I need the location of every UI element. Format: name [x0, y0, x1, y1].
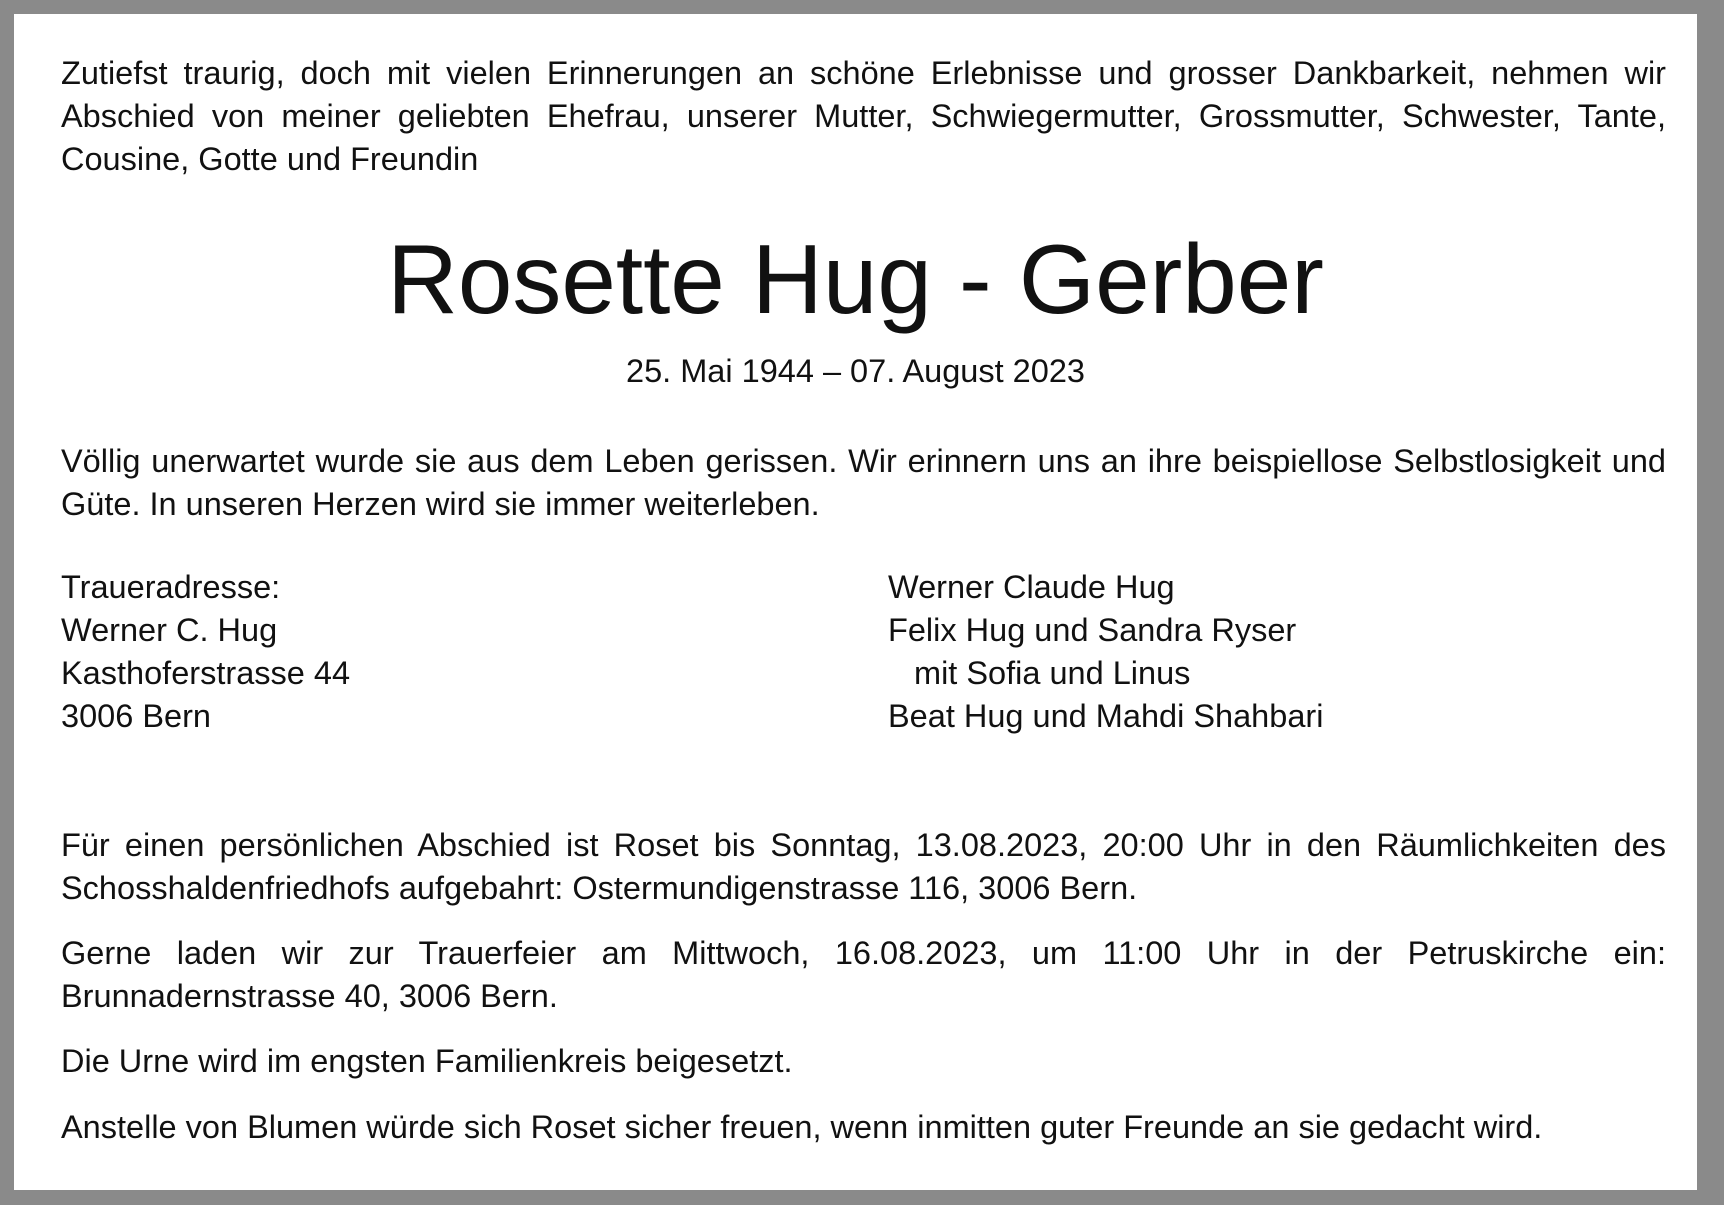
mourner-entry: Felix Hug und Sandra Ryser [888, 612, 1297, 648]
address-city: 3006 Bern [61, 698, 211, 734]
deceased-name: Rosette Hug - Gerber [387, 224, 1324, 334]
flowers-note: Anstelle von Blumen würde sich Roset sicher freuen, wenn inmitten guter Freunde an sie gedacht wird. [61, 1109, 1543, 1145]
address-label: Traueradresse: [61, 569, 281, 605]
obituary-notice [14, 14, 1697, 1190]
mourning-address [61, 566, 761, 738]
mourner-entry: mit Sofia und Linus [914, 655, 1191, 691]
ceremony-info: Gerne laden wir zur Trauerfeier am Mittwoch, 16.08.2023, um 11:00 Uhr in der Petruskirche ein: Brunnadernstrasse 40, 3006 Bern. [61, 935, 1666, 1014]
mourner-entry: Beat Hug und Mahdi Shahbari [888, 698, 1324, 734]
mourners-list [888, 566, 1668, 738]
tribute-text: Völlig unerwartet wurde sie aus dem Leben gerissen. Wir erinnern uns an ihre beispiellose Selbstlosigkeit und Güte. In unseren Herzen wird sie immer weiterleben. [61, 443, 1666, 522]
intro-text: Zutiefst traurig, doch mit vielen Erinnerungen an schöne Erlebnisse und grosser Dankbarkeit, nehmen wir Abschied von meiner geliebten Ehefrau, unserer Mutter, Schwiegermutter, Grossmutter, Schwester, Tante, Cousine, Gotte und Freundin [61, 55, 1666, 177]
mourner-entry: Werner Claude Hug [888, 569, 1175, 605]
address-name: Werner C. Hug [61, 612, 278, 648]
life-dates: 25. Mai 1944 – 07. August 2023 [626, 353, 1085, 389]
address-street: Kasthoferstrasse 44 [61, 655, 351, 691]
urn-info: Die Urne wird im engsten Familienkreis beigesetzt. [61, 1043, 793, 1079]
viewing-info: Für einen persönlichen Abschied ist Roset bis Sonntag, 13.08.2023, 20:00 Uhr in den Räumlichkeiten des Schosshaldenfriedhofs aufgebahrt: Ostermundigenstrasse 116, 3006 Bern. [61, 827, 1666, 906]
